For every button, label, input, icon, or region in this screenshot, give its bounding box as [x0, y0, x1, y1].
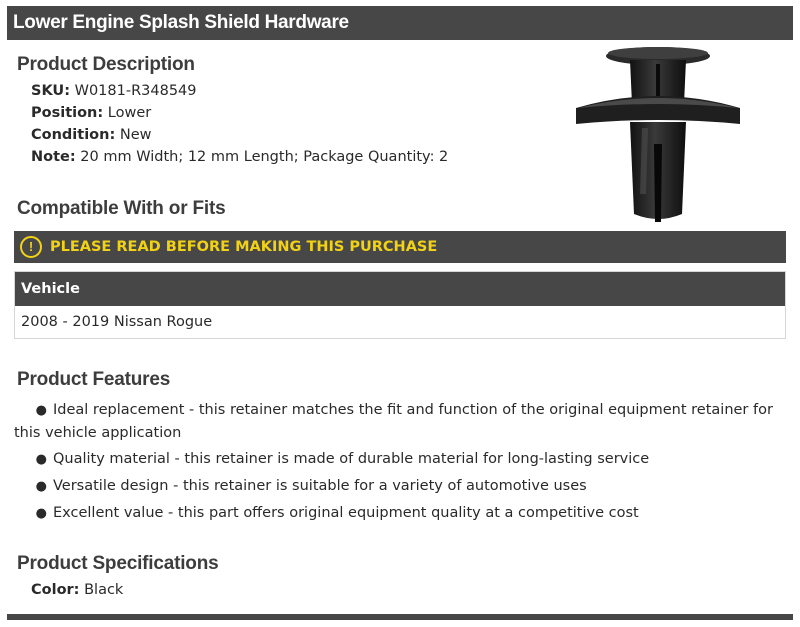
vehicle-column-header: Vehicle	[15, 272, 785, 306]
compatible-heading: Compatible With or Fits	[17, 198, 226, 219]
sku-label: SKU:	[31, 83, 70, 99]
color-label: Color:	[31, 582, 80, 598]
condition-line	[31, 127, 152, 143]
color-value: Black	[84, 582, 124, 598]
bullet-icon: ●	[35, 403, 47, 418]
sku-line	[31, 83, 197, 99]
product-description-heading: Product Description	[17, 54, 195, 75]
purchase-notice-text: PLEASE READ BEFORE MAKING THIS PURCHASE	[50, 239, 438, 255]
sku-value: W0181-R348549	[74, 83, 197, 99]
note-line	[31, 149, 448, 165]
feature-item	[14, 475, 792, 498]
feature-item	[14, 399, 792, 444]
position-value: Lower	[107, 105, 152, 121]
feature-item	[14, 448, 792, 471]
note-value: 20 mm Width; 12 mm Length; Package Quantity: 2	[80, 149, 449, 165]
vehicle-row: 2008 - 2019 Nissan Rogue	[21, 314, 213, 330]
condition-label: Condition:	[31, 127, 116, 143]
retainer-clip-image	[572, 44, 744, 226]
alert-icon: !	[20, 236, 42, 258]
bullet-icon: ●	[35, 479, 47, 494]
product-specifications-heading: Product Specifications	[17, 553, 219, 574]
feature-item	[14, 502, 792, 525]
feature-text: Quality material - this retainer is made of durable material for long-lasting service	[53, 451, 650, 467]
bullet-icon: ●	[35, 452, 47, 467]
position-label: Position:	[31, 105, 104, 121]
vehicle-table	[14, 271, 786, 339]
feature-text: Excellent value - this part offers original equipment quality at a competitive cost	[53, 505, 639, 521]
feature-text: Versatile design - this retainer is suitable for a variety of automotive uses	[53, 478, 587, 494]
features-list	[14, 399, 792, 529]
note-label: Note:	[31, 149, 76, 165]
bullet-icon: ●	[35, 506, 47, 521]
condition-value: New	[119, 127, 152, 143]
product-features-heading: Product Features	[17, 369, 171, 390]
position-line	[31, 105, 151, 121]
bottom-divider	[7, 614, 793, 620]
page-title: Lower Engine Splash Shield Hardware	[7, 6, 793, 40]
purchase-notice-bar	[14, 231, 786, 263]
feature-text: Ideal replacement - this retainer matches the fit and function of the original equipment retainer for this vehicle application	[14, 402, 773, 441]
color-line	[31, 582, 123, 598]
